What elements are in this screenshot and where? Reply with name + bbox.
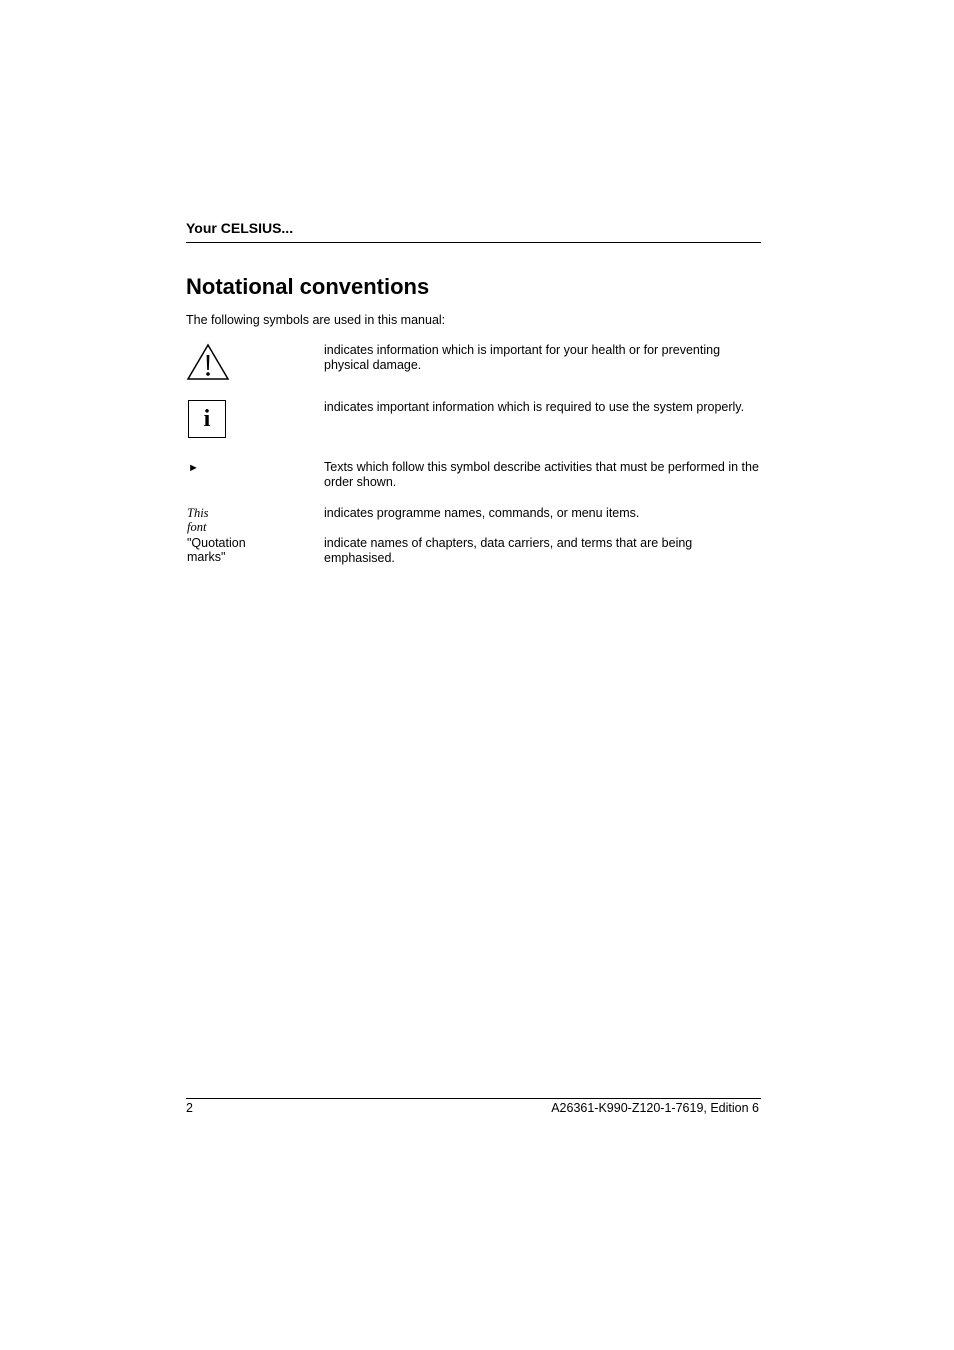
running-header-title: Your CELSIUS... bbox=[186, 220, 294, 236]
page-title: Notational conventions bbox=[186, 274, 430, 299]
arrow-right-icon: ► bbox=[188, 462, 199, 474]
intro-text: The following symbols are used in this manual: bbox=[186, 313, 446, 327]
page-number: 2 bbox=[186, 1101, 193, 1115]
font-example: This font bbox=[187, 506, 209, 534]
warning-triangle-icon bbox=[186, 343, 230, 381]
convention-description: Texts which follow this symbol describe activities that must be performed in the order shown. bbox=[324, 460, 759, 489]
convention-description: indicates important information which is required to use the system properly. bbox=[324, 400, 745, 414]
quotation-example: "Quotation marks" bbox=[187, 536, 246, 564]
convention-description: indicates programme names, commands, or menu items. bbox=[324, 506, 640, 520]
info-i-icon: i bbox=[188, 400, 226, 438]
running-header bbox=[186, 220, 761, 243]
convention-description: indicate names of chapters, data carriers, and terms that are being emphasised. bbox=[324, 536, 693, 565]
footer-rule bbox=[186, 1098, 761, 1099]
document-id: A26361-K990-Z120-1-7619, Edition 6 bbox=[551, 1101, 759, 1115]
convention-description: indicates information which is important for your health or for preventing physical damage. bbox=[324, 343, 721, 372]
